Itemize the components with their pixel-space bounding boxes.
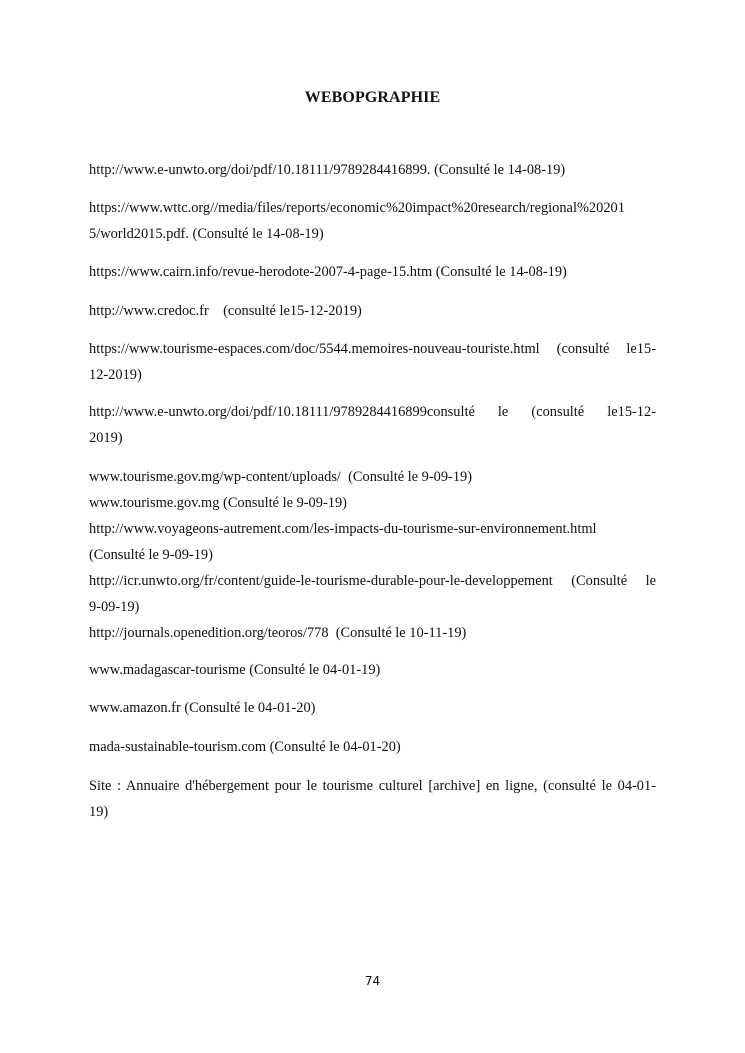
reference-line: mada-sustainable-tourism.com (Consulté le 04-01-20) (89, 739, 401, 755)
reference-entry (89, 695, 656, 721)
reference-entry (89, 336, 656, 388)
reference-line: http://icr.unwto.org/fr/content/guide-le-tourisme-durable-pour-le-developpement (Consulté le (89, 573, 656, 589)
reference-line: http://www.voyageons-autrement.com/les-impacts-du-tourisme-sur-environnement.html (89, 521, 597, 537)
reference-line: Site : Annuaire d'hébergement pour le tourisme culturel [archive] en ligne, (consulté le 04-01- (89, 778, 656, 794)
reference-line: https://www.tourisme-espaces.com/doc/5544.memoires-nouveau-touriste.html (consulté le15- (89, 341, 656, 357)
reference-line: (Consulté le 9-09-19) (89, 547, 213, 563)
reference-entry (89, 195, 656, 247)
reference-line: 19) (89, 804, 109, 820)
reference-entry (89, 734, 656, 760)
reference-line: http://www.credoc.fr (consulté le15-12-2019) (89, 303, 362, 319)
reference-line: www.madagascar-tourisme (Consulté le 04-01-19) (89, 662, 381, 678)
reference-entry (89, 773, 656, 825)
reference-line: www.tourisme.gov.mg/wp-content/uploads/ (Consulté le 9-09-19) (89, 469, 473, 485)
reference-entry (89, 298, 656, 324)
reference-entry (89, 657, 656, 683)
reference-line: www.amazon.fr (Consulté le 04-01-20) (89, 700, 316, 716)
reference-line: http://www.e-unwto.org/doi/pdf/10.18111/9789284416899consulté le (consulté le15-12- (89, 404, 656, 420)
reference-line: 2019) (89, 430, 123, 446)
reference-line: http://journals.openedition.org/teoros/778 (Consulté le 10-11-19) (89, 625, 467, 641)
page-title: WEBOPGRAPHIE (304, 89, 441, 106)
reference-line: www.tourisme.gov.mg (Consulté le 9-09-19) (89, 495, 347, 511)
page-number: 74 (364, 974, 381, 988)
reference-entry (89, 259, 656, 285)
reference-line: 5/world2015.pdf. (Consulté le 14-08-19) (89, 226, 324, 242)
reference-entry (89, 399, 656, 451)
reference-entry (89, 157, 656, 183)
reference-line: http://www.e-unwto.org/doi/pdf/10.18111/9789284416899. (Consulté le 14-08-19) (89, 162, 566, 178)
reference-entry (89, 464, 656, 646)
reference-line: https://www.cairn.info/revue-herodote-2007-4-page-15.htm (Consulté le 14-08-19) (89, 264, 567, 280)
reference-line: 12-2019) (89, 367, 142, 383)
reference-line: https://www.wttc.org//media/files/reports/economic%20impact%20research/regional%20201 (89, 200, 625, 216)
reference-line: 9-09-19) (89, 599, 140, 615)
